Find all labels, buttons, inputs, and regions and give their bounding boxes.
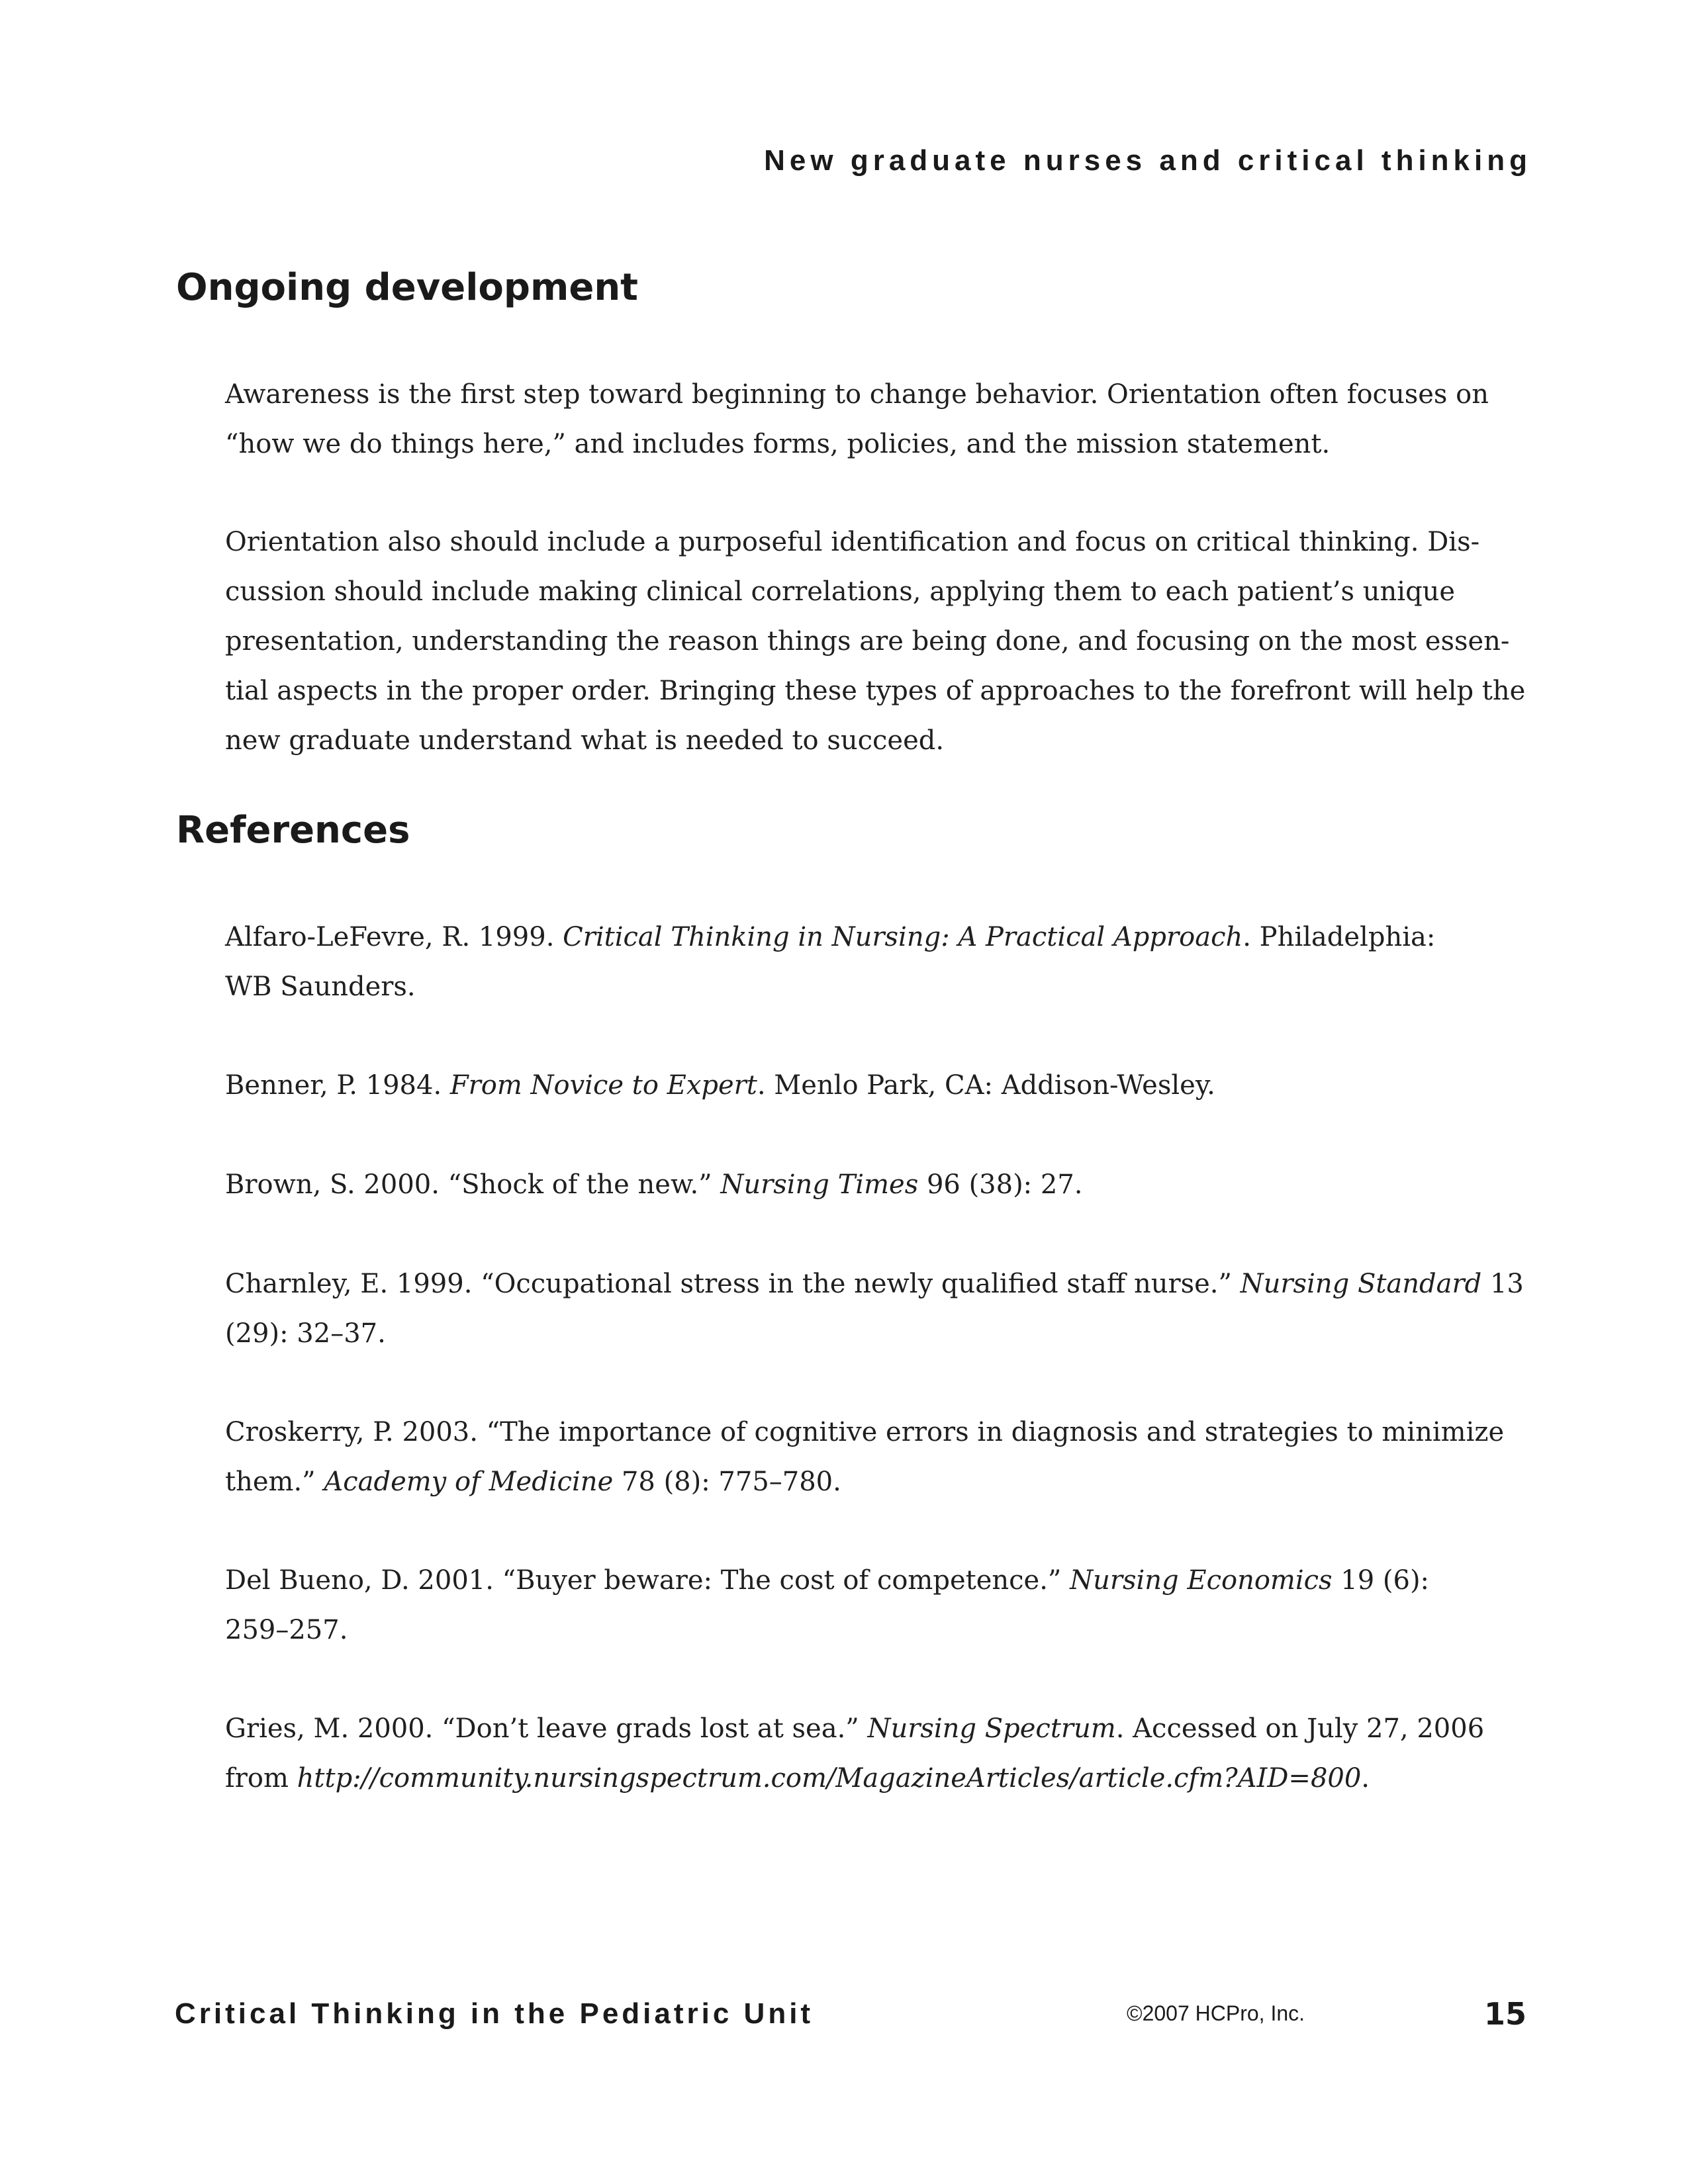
paragraph-line: tial aspects in the proper order. Bringing these types of approaches to the forefront will help the	[225, 676, 1526, 706]
reference-line: them.” Academy of Medicine 78 (8): 775–780.	[225, 1467, 841, 1497]
paragraph-line: Awareness is the first step toward beginning to change behavior. Orientation often focuses on	[225, 379, 1489, 410]
reference-line: Alfaro-LeFevre, R. 1999. Critical Thinking in Nursing: A Practical Approach. Philadelphia:	[225, 922, 1436, 952]
running-header: New graduate nurses and critical thinking	[764, 144, 1532, 177]
reference-entry-charnley	[225, 1259, 1536, 1359]
footer-book-title: Critical Thinking in the Pediatric Unit	[175, 1997, 814, 2030]
paragraph-orientation-focus	[225, 370, 1536, 469]
paragraph-line: new graduate understand what is needed to succeed.	[225, 725, 945, 756]
reference-line: WB Saunders.	[225, 972, 416, 1002]
reference-entry-alfaro-lefevre	[225, 913, 1536, 1012]
reference-line: (29): 32–37.	[225, 1318, 386, 1349]
paragraph-line: presentation, understanding the reason things are being done, and focusing on the most essen-	[225, 626, 1510, 657]
reference-line: Del Bueno, D. 2001. “Buyer beware: The cost of competence.” Nursing Economics 19 (6):	[225, 1565, 1430, 1596]
reference-title: From Novice to Expert	[449, 1070, 757, 1101]
reference-entry-brown	[225, 1160, 1536, 1210]
section-heading-references: References	[176, 809, 410, 852]
reference-entry-gries	[225, 1704, 1536, 1803]
reference-journal: Academy of Medicine	[324, 1467, 614, 1497]
reference-entry-croskerry	[225, 1408, 1536, 1507]
reference-line: from http://community.nursingspectrum.com/MagazineArticles/article.cfm?AID=800.	[225, 1763, 1370, 1794]
paragraph-critical-thinking-focus	[225, 518, 1536, 766]
reference-entry-benner	[225, 1061, 1536, 1111]
reference-journal: Nursing Spectrum	[867, 1713, 1116, 1744]
section-heading-ongoing-development: Ongoing development	[176, 266, 638, 309]
reference-line: Brown, S. 2000. “Shock of the new.” Nursing Times 96 (38): 27.	[225, 1169, 1083, 1200]
reference-title: Critical Thinking in Nursing: A Practical Approach	[563, 922, 1243, 952]
reference-url: http://community.nursingspectrum.com/MagazineArticles/article.cfm?AID=800	[297, 1763, 1362, 1794]
reference-line: Croskerry, P. 2003. “The importance of cognitive errors in diagnosis and strategies to minimize	[225, 1417, 1505, 1447]
reference-journal: Nursing Standard	[1240, 1269, 1482, 1299]
reference-line: 259–257.	[225, 1615, 348, 1645]
page-number: 15	[1483, 1996, 1526, 2032]
paragraph-line: Orientation also should include a purposeful identification and focus on critical thinking. Dis-	[225, 527, 1480, 557]
reference-line: Charnley, E. 1999. “Occupational stress in the newly qualified staff nurse.” Nursing Standard 13	[225, 1269, 1524, 1299]
reference-journal: Nursing Economics	[1070, 1565, 1333, 1596]
reference-journal: Nursing Times	[720, 1169, 919, 1200]
reference-line: Benner, P. 1984. From Novice to Expert. Menlo Park, CA: Addison-Wesley.	[225, 1070, 1215, 1101]
reference-line: Gries, M. 2000. “Don’t leave grads lost at sea.” Nursing Spectrum. Accessed on July 27, 2006	[225, 1713, 1485, 1744]
reference-entry-del-bueno	[225, 1556, 1536, 1655]
paragraph-line: cussion should include making clinical correlations, applying them to each patient’s unique	[225, 576, 1456, 607]
footer-copyright: ©2007 HCPro, Inc.	[1127, 2001, 1305, 2025]
paragraph-line: “how we do things here,” and includes forms, policies, and the mission statement.	[225, 429, 1331, 459]
